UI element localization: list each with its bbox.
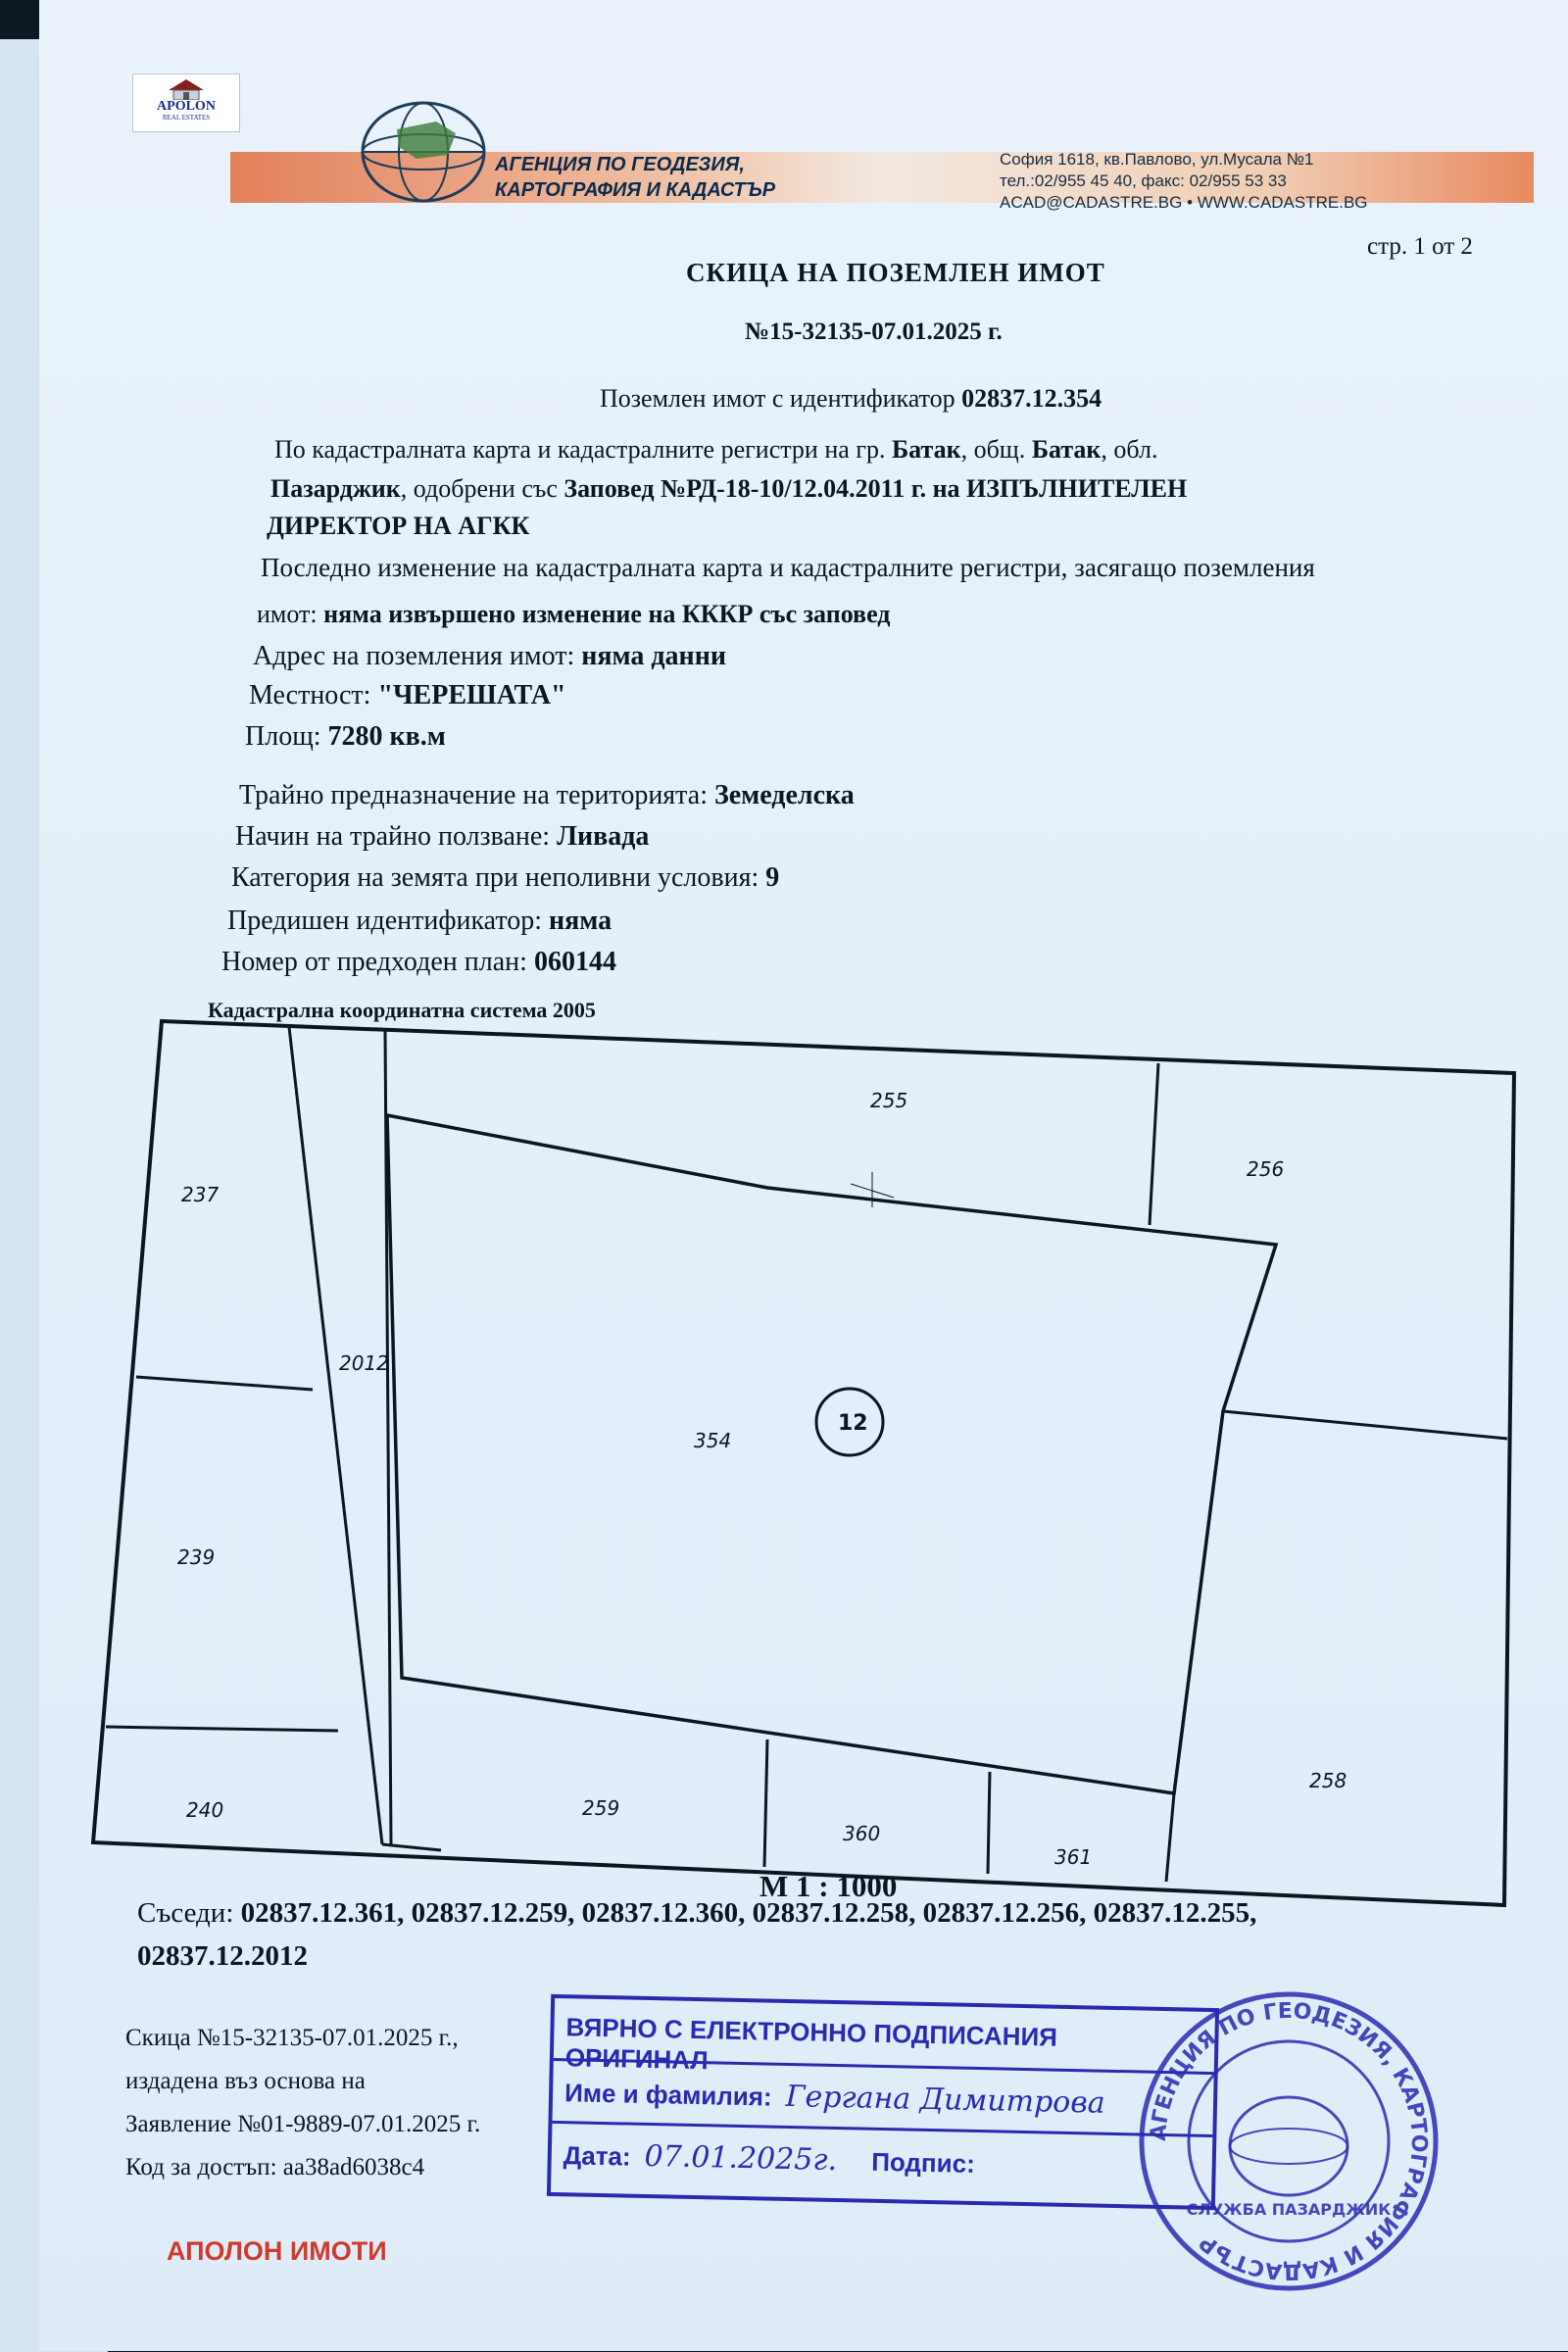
parcel-label: 259 [582, 1796, 620, 1820]
usage-line: Начин на трайно ползване: Ливада [235, 821, 650, 852]
certification-stamp [547, 1994, 1219, 2210]
address-line: Адрес на поземления имот: няма данни [253, 641, 726, 671]
document-title: СКИЦА НА ПОЗЕМЛЕН ИМОТ [686, 258, 1105, 287]
prev-plan-line: Номер от предходен план: 060144 [221, 947, 616, 977]
cadastre-line-2: Пазарджик, одобрени със Заповед №РД-18-10/12.04.2011 г. на ИЗПЪЛНИТЕЛЕН [270, 474, 1188, 503]
stamp-date-row: Дата: 07.01.2025г. Подпис: [563, 2138, 976, 2179]
cadastre-line-1: По кадастралната карта и кадастралните регистри на гр. Батак, общ. Батак, обл. [274, 435, 1158, 464]
parcel-label: 240 [186, 1798, 224, 1822]
stamp-name-row: Име и фамилия: Гергана Димитрова [552, 2061, 1213, 2137]
seal-ring-text: АГЕНЦИЯ ПО ГЕОДЕЗИЯ, КАРТОГРАФИЯ И КАДАСТЪР [1146, 1998, 1432, 2284]
stamp-header: ВЯРНО С ЕЛЕКТРОННО ПОДПИСАНИЯ ОРИГИНАЛ [554, 1998, 1215, 2075]
cadastre-line-3: ДИРЕКТОР НА АГКК [267, 512, 530, 540]
parcel-label: 256 [1247, 1157, 1285, 1181]
page-number: стр. 1 от 2 [1367, 233, 1473, 260]
apolon-sub: REAL ESTATES [162, 114, 211, 122]
parcel-label: 361 [1054, 1845, 1093, 1869]
round-seal-icon [1127, 1980, 1450, 2303]
parcel-label: 255 [870, 1089, 908, 1112]
neighbors-block: Съседи: 02837.12.361, 02837.12.259, 02837.12.360, 02837.12.258, 02837.12.256, 02837.12.255, 02837.12.2012 [137, 1897, 1257, 1972]
handwritten-date: 07.01.2025г. [644, 2138, 838, 2179]
document-number: №15-32135-07.01.2025 г. [745, 318, 1003, 345]
agency-contact: София 1618, кв.Павлово, ул.Мусала №1 тел.:02/955 45 40, факс: 02/955 53 33 ACAD@CADASTRE.BG • WWW.CADASTRE.BG [1000, 150, 1368, 212]
map-scale: М 1 : 1000 [760, 1869, 898, 1903]
parcel-circle-label: 12 [838, 1411, 868, 1436]
category-line: Категория на земята при неполивни условия: 9 [231, 862, 780, 893]
parcel-label: 354 [694, 1429, 732, 1452]
footer-info: Скица №15-32135-07.01.2025 г., издадена въз основа на Заявление №01-9889-07.01.2025 г. Код за достъп: aa38ad6038c4 [125, 2025, 481, 2180]
parcel-label: 239 [177, 1545, 216, 1569]
parcel-label: 237 [181, 1183, 220, 1206]
area-line: Площ: 7280 кв.м [245, 721, 446, 752]
locality-line: Местност: "ЧЕРЕШАТА" [249, 680, 566, 710]
agency-name: АГЕНЦИЯ ПО ГЕОДЕЗИЯ, КАРТОГРАФИЯ И КАДАСТЪР [495, 154, 776, 201]
parcel-label: 360 [843, 1822, 881, 1845]
parcel-label: 258 [1309, 1769, 1348, 1792]
last-change-line-2: имот: няма извършено изменение на КККР със заповед [257, 600, 891, 628]
purpose-line: Трайно предназначение на територията: Земеделска [239, 780, 855, 810]
prev-id-line: Предишен идентификатор: няма [227, 906, 612, 936]
parcel-label: 2012 [339, 1351, 389, 1375]
coord-system-label: Кадастрална координатна система 2005 [208, 998, 596, 1022]
watermark: АПОЛОН ИМОТИ [167, 2236, 387, 2266]
identifier-line: Поземлен имот с идентификатор 02837.12.354 [600, 384, 1102, 413]
last-change-line-1: Последно изменение на кадастралната карта и кадастралните регистри, засягащо поземления [261, 553, 1315, 582]
apolon-brand: APOLON [157, 99, 216, 114]
identifier-value: 02837.12.354 [961, 384, 1102, 413]
handwritten-name: Гергана Димитрова [785, 2079, 1105, 2121]
seal-center-text: СЛУЖБА ПАЗАРДЖИК [1186, 2200, 1392, 2219]
